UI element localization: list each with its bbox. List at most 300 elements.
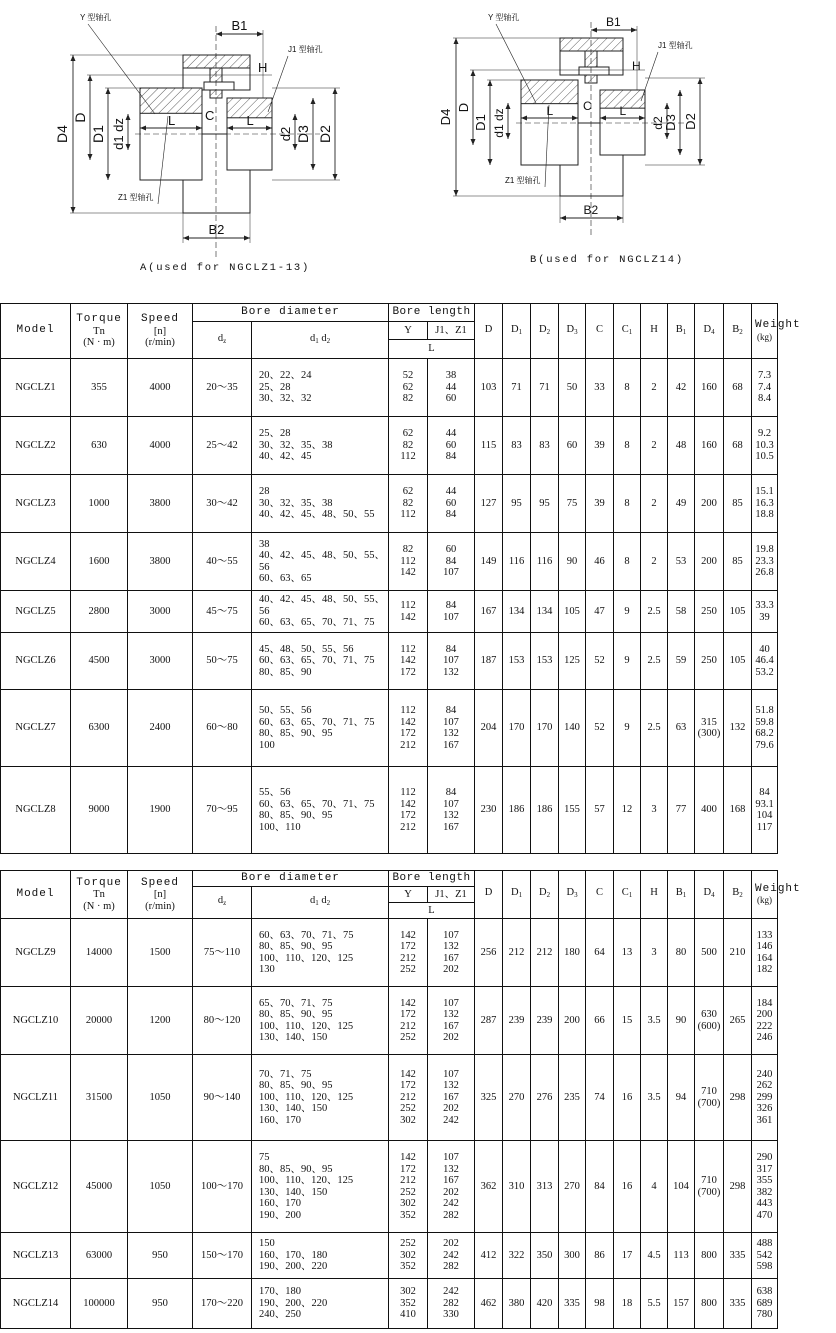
cell-dim: 265: [724, 987, 752, 1055]
cell-model: NGCLZ5: [1, 591, 71, 633]
header-row: [1, 304, 836, 322]
cell-dim: 5.5: [641, 1279, 668, 1329]
cell-dim: 105: [559, 591, 586, 633]
cell-dim: 256: [475, 919, 503, 987]
cell-dim: 350: [531, 1233, 559, 1279]
label-d2: d2: [278, 126, 293, 142]
cell-dim: 64: [586, 919, 614, 987]
cell-dim: 94: [668, 1055, 695, 1141]
cell-model: NGCLZ11: [1, 1055, 71, 1141]
cell-dim: 315 (300): [695, 690, 724, 767]
col-dim: $D_2$: [531, 304, 559, 359]
table-row: [1, 359, 836, 417]
cell-dim: 83: [531, 417, 559, 475]
table-row: [1, 690, 836, 767]
cell-dim: 104: [668, 1141, 695, 1233]
cell-speed: 3000: [128, 633, 193, 690]
col-weight: Weight (kg): [752, 304, 778, 359]
col-torque: Torque Tn (N · m): [71, 304, 128, 359]
cell-model: NGCLZ9: [1, 919, 71, 987]
cell-d1-d2: 55、56 60、63、65、70、71、75 80、85、90、95 100、110: [252, 767, 389, 854]
cell-weight: 290 317 355 382 443 470: [752, 1141, 778, 1233]
cell-model: NGCLZ2: [1, 417, 71, 475]
cell-dim: 49: [668, 475, 695, 533]
cell-dim: 39: [586, 475, 614, 533]
cell-d1-d2: 170、180 190、200、220 240、250: [252, 1279, 389, 1329]
cell-dim: 157: [668, 1279, 695, 1329]
table-row: [1, 533, 836, 591]
cell-dim: 239: [503, 987, 531, 1055]
cell-dim: 57: [586, 767, 614, 854]
cell-dim: 335: [724, 1279, 752, 1329]
coupling-drawings: [0, 0, 808, 300]
cell-dz: 25～42: [193, 417, 252, 475]
cell-speed: 1500: [128, 919, 193, 987]
drawing-a: [54, 12, 340, 274]
cell-j1-z1: 107 132 167 202: [428, 987, 475, 1055]
cell-dim: 3.5: [641, 987, 668, 1055]
spec-table-1: [0, 303, 836, 854]
cell-dim: 250: [695, 633, 724, 690]
leader-j1: [641, 52, 658, 101]
label-c: C: [583, 99, 592, 113]
cell-dim: 335: [724, 1233, 752, 1279]
cell-dim: 212: [503, 919, 531, 987]
col-dim: $D_1$: [503, 871, 531, 919]
cell-dim: 18: [614, 1279, 641, 1329]
col-dz: $d_z$: [193, 887, 252, 919]
label-h: H: [258, 60, 268, 75]
cell-dim: 180: [559, 919, 586, 987]
col-bore-diameter: Bore diameter: [193, 304, 389, 322]
cell-d1-d2: 40、42、45、48、50、55、56 60、63、65、70、71、75: [252, 591, 389, 633]
cell-dim: 125: [559, 633, 586, 690]
label-d2-outer: D2: [683, 113, 698, 130]
cell-dim: 630 (600): [695, 987, 724, 1055]
cell-dz: 50～75: [193, 633, 252, 690]
cell-weight: 9.2 10.3 10.5: [752, 417, 778, 475]
cell-dim: 134: [531, 591, 559, 633]
cell-dim: 105: [724, 633, 752, 690]
cell-dim: 149: [475, 533, 503, 591]
cell-dim: 420: [531, 1279, 559, 1329]
cell-dz: 60～80: [193, 690, 252, 767]
cell-dim: 310: [503, 1141, 531, 1233]
cell-dim: 90: [559, 533, 586, 591]
cell-j1-z1: 84 107 132 167: [428, 690, 475, 767]
col-j1-z1: J1、Z1: [428, 887, 475, 903]
cell-dim: 42: [668, 359, 695, 417]
label-d4: D4: [54, 125, 70, 143]
leader-j1: [268, 56, 288, 112]
cell-y: 142 172 212 252 302: [389, 1055, 428, 1141]
cell-weight: 19.8 23.3 26.8: [752, 533, 778, 591]
cell-dim: 116: [531, 533, 559, 591]
header-row: [1, 871, 836, 887]
cell-model: NGCLZ8: [1, 767, 71, 854]
cell-j1-z1: 38 44 60: [428, 359, 475, 417]
cell-dim: 13: [614, 919, 641, 987]
label-d1: D1: [90, 125, 106, 143]
cell-dim: 48: [668, 417, 695, 475]
cell-d1-d2: 28 30、32、35、38 40、42、45、48、50、55: [252, 475, 389, 533]
cell-torque: 9000: [71, 767, 128, 854]
cell-dim: 210: [724, 919, 752, 987]
label-d1-dz: d1 dz: [111, 118, 126, 150]
label-d2: d2: [651, 116, 665, 130]
table-row: [1, 1141, 836, 1233]
cell-weight: 488 542 598: [752, 1233, 778, 1279]
col-model: Model: [1, 304, 71, 359]
label-d4: D4: [438, 108, 453, 126]
cell-weight: 84 93.1 104 117: [752, 767, 778, 854]
cell-dz: 20～35: [193, 359, 252, 417]
cell-dim: 58: [668, 591, 695, 633]
table-row: [1, 1279, 836, 1329]
col-dz: $d_z$: [193, 322, 252, 359]
cell-dim: 276: [531, 1055, 559, 1141]
col-dim: D: [475, 871, 503, 919]
drawing-caption: A(used for NGCLZ1-13): [140, 262, 311, 274]
cell-dim: 46: [586, 533, 614, 591]
cell-speed: 1050: [128, 1055, 193, 1141]
col-l: L: [389, 340, 475, 359]
cell-weight: 7.3 7.4 8.4: [752, 359, 778, 417]
cell-torque: 6300: [71, 690, 128, 767]
cell-dim: 85: [724, 475, 752, 533]
left-hub-section: [140, 88, 202, 113]
cell-j1-z1: 44 60 84: [428, 417, 475, 475]
cell-dim: 800: [695, 1233, 724, 1279]
cell-d1-d2: 150 160、170、180 190、200、220: [252, 1233, 389, 1279]
cell-torque: 45000: [71, 1141, 128, 1233]
cell-speed: 950: [128, 1279, 193, 1329]
cell-dim: 127: [475, 475, 503, 533]
cell-dim: 2: [641, 417, 668, 475]
col-d1-d2: $d_1$ $d_2$: [252, 322, 389, 359]
cell-dim: 85: [724, 533, 752, 591]
cell-y: 62 82 112: [389, 417, 428, 475]
col-dim: $B_2$: [724, 304, 752, 359]
col-bore-length: Bore length: [389, 304, 475, 322]
label-y-bore: Y 型轴孔: [488, 13, 520, 22]
cell-dim: 298: [724, 1055, 752, 1141]
col-dim: H: [641, 871, 668, 919]
col-speed: Speed [n] (r/min): [128, 871, 193, 919]
cell-torque: 4500: [71, 633, 128, 690]
left-hub-section: [521, 80, 578, 104]
label-d1-dz: d1 dz: [492, 108, 506, 138]
cell-dim: 113: [668, 1233, 695, 1279]
cell-y: 302 352 410: [389, 1279, 428, 1329]
cell-dz: 45～75: [193, 591, 252, 633]
col-bore-diameter: Bore diameter: [193, 871, 389, 887]
cell-speed: 1200: [128, 987, 193, 1055]
cell-dim: 270: [559, 1141, 586, 1233]
cell-speed: 3000: [128, 591, 193, 633]
cell-dim: 170: [531, 690, 559, 767]
cell-dz: 170～220: [193, 1279, 252, 1329]
cell-torque: 63000: [71, 1233, 128, 1279]
cell-dim: 12: [614, 767, 641, 854]
cell-dim: 68: [724, 417, 752, 475]
cell-dim: 298: [724, 1141, 752, 1233]
cell-dim: 9: [614, 591, 641, 633]
cell-model: NGCLZ12: [1, 1141, 71, 1233]
cell-dim: 235: [559, 1055, 586, 1141]
cell-torque: 2800: [71, 591, 128, 633]
cell-weight: 638 689 780: [752, 1279, 778, 1329]
col-torque: Torque Tn (N · m): [71, 871, 128, 919]
cell-dim: 380: [503, 1279, 531, 1329]
cell-dim: 239: [531, 987, 559, 1055]
cell-dim: 60: [559, 417, 586, 475]
cell-dim: 71: [503, 359, 531, 417]
cell-dim: 4: [641, 1141, 668, 1233]
cell-speed: 4000: [128, 417, 193, 475]
col-model: Model: [1, 871, 71, 919]
cell-dim: 66: [586, 987, 614, 1055]
cell-dim: 462: [475, 1279, 503, 1329]
label-d3: D3: [295, 125, 311, 143]
cell-y: 142 172 212 252: [389, 987, 428, 1055]
cell-dim: 115: [475, 417, 503, 475]
cell-torque: 355: [71, 359, 128, 417]
cell-dim: 8: [614, 417, 641, 475]
cell-dim: 3: [641, 767, 668, 854]
cell-dim: 710 (700): [695, 1055, 724, 1141]
drawing-b: [438, 12, 705, 266]
cell-dim: 412: [475, 1233, 503, 1279]
cell-j1-z1: 107 132 167 202 242 282: [428, 1141, 475, 1233]
table-row: [1, 1233, 836, 1279]
cell-dim: 68: [724, 359, 752, 417]
cell-dim: 3: [641, 919, 668, 987]
cell-dim: 95: [503, 475, 531, 533]
cell-torque: 31500: [71, 1055, 128, 1141]
cell-j1-z1: 242 282 330: [428, 1279, 475, 1329]
cell-d1-d2: 60、63、70、71、75 80、85、90、95 100、110、120、125 130: [252, 919, 389, 987]
cell-dim: 84: [586, 1141, 614, 1233]
cell-dim: 2.5: [641, 690, 668, 767]
cell-dim: 2.5: [641, 633, 668, 690]
cell-dim: 105: [724, 591, 752, 633]
cell-y: 252 302 352: [389, 1233, 428, 1279]
col-dim: $C_1$: [614, 304, 641, 359]
cell-torque: 630: [71, 417, 128, 475]
cell-dim: 74: [586, 1055, 614, 1141]
cell-dz: 80～120: [193, 987, 252, 1055]
cell-dim: 2.5: [641, 591, 668, 633]
cell-model: NGCLZ10: [1, 987, 71, 1055]
cell-dim: 187: [475, 633, 503, 690]
cell-dim: 300: [559, 1233, 586, 1279]
cell-d1-d2: 25、28 30、32、35、38 40、42、45: [252, 417, 389, 475]
cell-dim: 134: [503, 591, 531, 633]
cell-dim: 59: [668, 633, 695, 690]
cell-dim: 80: [668, 919, 695, 987]
cell-dim: 16: [614, 1055, 641, 1141]
col-weight: Weight (kg): [752, 871, 778, 919]
col-dim: D: [475, 304, 503, 359]
cell-speed: 4000: [128, 359, 193, 417]
col-l: L: [389, 903, 475, 919]
cell-dim: 103: [475, 359, 503, 417]
cell-dim: 8: [614, 475, 641, 533]
cell-dim: 186: [531, 767, 559, 854]
cell-dim: 325: [475, 1055, 503, 1141]
leader-y: [496, 24, 536, 103]
cell-dim: 287: [475, 987, 503, 1055]
cell-d1-d2: 38 40、42、45、48、50、55、56 60、63、65: [252, 533, 389, 591]
label-d3: D3: [663, 114, 678, 131]
label-d: D: [456, 102, 471, 113]
cell-dim: 9: [614, 690, 641, 767]
flange-section: [560, 38, 623, 51]
cell-dim: 95: [531, 475, 559, 533]
cell-y: 142 172 212 252: [389, 919, 428, 987]
cell-dim: 212: [531, 919, 559, 987]
col-dim: $D_2$: [531, 871, 559, 919]
cell-dim: 15: [614, 987, 641, 1055]
cell-model: NGCLZ3: [1, 475, 71, 533]
cell-weight: 33.3 39: [752, 591, 778, 633]
cell-dz: 75～110: [193, 919, 252, 987]
cell-j1-z1: 44 60 84: [428, 475, 475, 533]
cell-dz: 30～42: [193, 475, 252, 533]
cell-dim: 16: [614, 1141, 641, 1233]
cell-dim: 4.5: [641, 1233, 668, 1279]
col-dim: $C_1$: [614, 871, 641, 919]
col-y: Y: [389, 322, 428, 340]
cell-dim: 270: [503, 1055, 531, 1141]
col-dim: C: [586, 871, 614, 919]
table-row: [1, 767, 836, 854]
cell-dim: 155: [559, 767, 586, 854]
cell-dim: 3.5: [641, 1055, 668, 1141]
cell-dim: 322: [503, 1233, 531, 1279]
cell-y: 62 82 112: [389, 475, 428, 533]
cell-dim: 2: [641, 533, 668, 591]
cell-y: 112 142 172: [389, 633, 428, 690]
cell-dim: 500: [695, 919, 724, 987]
label-b1: B1: [231, 18, 248, 33]
cell-y: 142 172 212 252 302 352: [389, 1141, 428, 1233]
cell-j1-z1: 107 132 167 202: [428, 919, 475, 987]
cell-torque: 1000: [71, 475, 128, 533]
cell-j1-z1: 84 107: [428, 591, 475, 633]
table-row: [1, 987, 836, 1055]
spec-table-2: [0, 870, 836, 1329]
cell-dim: 53: [668, 533, 695, 591]
cell-dim: 86: [586, 1233, 614, 1279]
cell-model: NGCLZ14: [1, 1279, 71, 1329]
cell-y: 112 142 172 212: [389, 690, 428, 767]
col-dim: $D_3$: [559, 304, 586, 359]
label-j1-bore: J1 型轴孔: [658, 41, 693, 50]
label-b2: B2: [583, 203, 599, 217]
label-b2: B2: [208, 222, 225, 237]
cell-d1-d2: 20、22、24 25、28 30、32、32: [252, 359, 389, 417]
cell-dim: 204: [475, 690, 503, 767]
leader-y: [88, 24, 155, 114]
label-d1: D1: [473, 114, 488, 131]
cell-dim: 52: [586, 690, 614, 767]
col-y: Y: [389, 887, 428, 903]
cell-dim: 83: [503, 417, 531, 475]
cell-speed: 2400: [128, 690, 193, 767]
cell-dim: 140: [559, 690, 586, 767]
cell-speed: 3800: [128, 475, 193, 533]
cell-dim: 160: [695, 359, 724, 417]
cell-speed: 950: [128, 1233, 193, 1279]
label-h: H: [632, 59, 641, 73]
cell-dim: 75: [559, 475, 586, 533]
cell-dim: 250: [695, 591, 724, 633]
flange-section: [183, 55, 250, 68]
table-row: [1, 1055, 836, 1141]
label-l-right: L: [619, 104, 627, 118]
drawing-caption: B(used for NGCLZ14): [530, 254, 684, 266]
col-bore-length: Bore length: [389, 871, 475, 887]
col-d1-d2: $d_1$ $d_2$: [252, 887, 389, 919]
cell-dim: 230: [475, 767, 503, 854]
cell-dim: 313: [531, 1141, 559, 1233]
cell-dim: 170: [503, 690, 531, 767]
cell-dim: 52: [586, 633, 614, 690]
cell-speed: 1900: [128, 767, 193, 854]
label-d2-outer: D2: [317, 125, 333, 143]
cell-weight: 133 146 164 182: [752, 919, 778, 987]
cell-dim: 200: [695, 475, 724, 533]
cell-dz: 70～95: [193, 767, 252, 854]
cell-weight: 240 262 299 326 361: [752, 1055, 778, 1141]
col-dim: $B_2$: [724, 871, 752, 919]
cell-dim: 335: [559, 1279, 586, 1329]
cell-dim: 800: [695, 1279, 724, 1329]
cell-j1-z1: 84 107 132: [428, 633, 475, 690]
cell-dim: 17: [614, 1233, 641, 1279]
label-l-right: L: [246, 113, 254, 128]
cell-j1-z1: 84 107 132 167: [428, 767, 475, 854]
col-dim: C: [586, 304, 614, 359]
cell-dim: 167: [475, 591, 503, 633]
cell-dim: 2: [641, 475, 668, 533]
cell-dz: 150～170: [193, 1233, 252, 1279]
cell-model: NGCLZ4: [1, 533, 71, 591]
cell-model: NGCLZ1: [1, 359, 71, 417]
cell-dim: 47: [586, 591, 614, 633]
cell-dim: 8: [614, 359, 641, 417]
cell-weight: 184 200 222 246: [752, 987, 778, 1055]
table-row: [1, 591, 836, 633]
cell-dim: 710 (700): [695, 1141, 724, 1233]
cell-dim: 33: [586, 359, 614, 417]
cell-dz: 100～170: [193, 1141, 252, 1233]
cell-torque: 14000: [71, 919, 128, 987]
cell-torque: 1600: [71, 533, 128, 591]
cell-dim: 77: [668, 767, 695, 854]
label-d: D: [72, 112, 88, 123]
col-dim: $D_4$: [695, 304, 724, 359]
cell-dim: 63: [668, 690, 695, 767]
cell-dim: 362: [475, 1141, 503, 1233]
cell-dim: 160: [695, 417, 724, 475]
cell-dim: 153: [531, 633, 559, 690]
label-l-left: L: [546, 104, 554, 118]
cell-y: 52 62 82: [389, 359, 428, 417]
cell-dim: 168: [724, 767, 752, 854]
